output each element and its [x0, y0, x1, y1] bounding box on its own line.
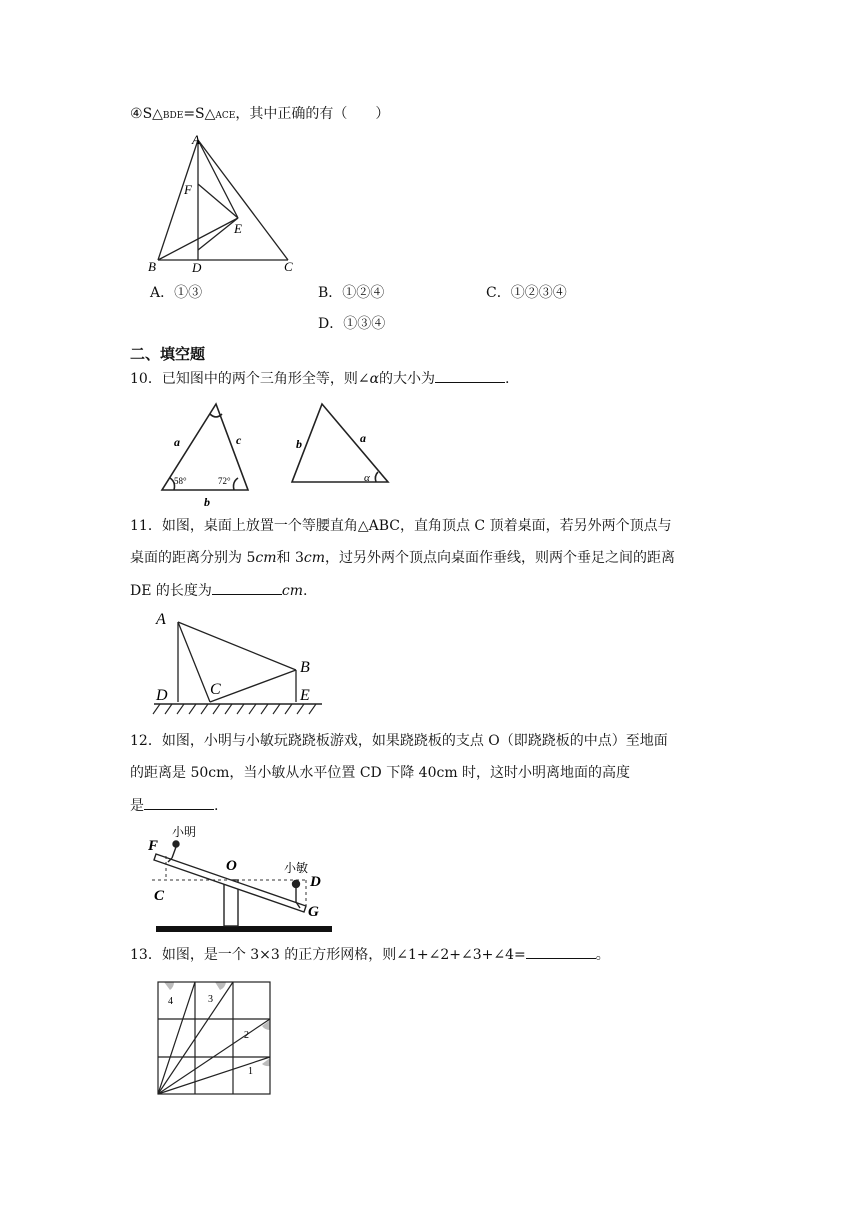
q11-label-b: B: [300, 659, 310, 676]
q9-triangle-figure: [140, 132, 310, 280]
q10-angle-72: 72°: [218, 476, 231, 486]
q9-label-d: D: [192, 260, 202, 275]
q12-line3: [130, 795, 218, 816]
q9-statement-4: [130, 104, 389, 126]
q11-line3: [130, 580, 307, 601]
q9-option-c[interactable]: [486, 283, 567, 303]
section-title: 二、填空题: [130, 345, 206, 363]
q12-line2-text: 的距离是 50cm，当小敏从水平位置 CD 下降 40cm 时，这时小明离地面的高度: [130, 765, 631, 781]
q11-line2: [130, 548, 675, 568]
q13-grid-figure: [150, 974, 282, 1098]
q10-answer-blank[interactable]: [435, 368, 505, 383]
q11-line2-a: 桌面的距离分别为: [130, 550, 247, 566]
q12-line1-text: 如图，小明与小敏玩跷跷板游戏，如果跷跷板的支点 O（即跷跷板的中点）至地面: [161, 733, 668, 749]
q12-line2: [130, 763, 630, 783]
q12-number: 12．: [130, 733, 162, 749]
q13-angle-4: 4: [168, 996, 173, 1007]
option-letter: D．: [318, 316, 344, 332]
q12-label-f: F: [148, 838, 159, 854]
q11-value2: 3: [294, 550, 304, 566]
q11-number: 11．: [130, 518, 162, 534]
q12-label-g: G: [308, 904, 319, 920]
q11-line2-b: 和: [276, 550, 295, 566]
q12-end: .: [214, 798, 219, 814]
q9-circle-number: ④: [130, 106, 143, 122]
q12-label-xiaomin: 小敏: [284, 861, 309, 875]
q9-option-a[interactable]: [150, 283, 202, 303]
q10-fig1-side-c: c: [236, 433, 242, 447]
q12-answer-blank[interactable]: [144, 795, 214, 810]
q9-tail: ，其中正确的有（ ）: [235, 106, 390, 122]
q10-number: 10．: [130, 371, 162, 387]
q13-angle-2: 2: [244, 1030, 249, 1041]
q11-value1: 5: [246, 550, 256, 566]
q9-sub1: BDE: [162, 111, 184, 121]
q11-label-d: D: [156, 687, 168, 704]
q13-number: 13．: [130, 947, 162, 963]
q10-fig1-side-a: a: [174, 435, 180, 449]
option-letter: C．: [486, 285, 511, 301]
q11-unit1: cm: [255, 550, 277, 566]
q13-angle-1: 1: [248, 1066, 253, 1077]
q9-sub2: ACE: [215, 111, 236, 121]
q9-label-b: B: [148, 259, 156, 274]
q11-label-a: A: [156, 611, 166, 628]
q11-line1: [130, 516, 672, 536]
q9-label-e: E: [234, 221, 242, 236]
q11-line3-a: DE 的长度为: [130, 583, 212, 599]
q12-line3-a: 是: [130, 798, 144, 814]
q9-label-a: A: [192, 132, 200, 147]
q12-seesaw-figure: [146, 822, 336, 934]
q13-text: [130, 944, 610, 965]
q9-option-b[interactable]: [318, 283, 384, 303]
q12-label-xiaoming: 小明: [172, 825, 197, 839]
option-text: ①③: [174, 285, 203, 301]
q9-eq: =S△: [183, 106, 216, 122]
q11-answer-blank[interactable]: [212, 580, 282, 595]
q11-line2-c: ，过另外两个顶点向桌面作垂线，则两个垂足之间的距离: [325, 550, 675, 566]
q10-angle-58: 58°: [174, 476, 187, 486]
q12-label-c: C: [154, 888, 165, 904]
q12-label-d: D: [310, 874, 321, 890]
q11-label-e: E: [300, 687, 310, 704]
option-letter: B．: [318, 285, 343, 301]
q12-label-o: O: [226, 858, 237, 874]
q13-angle-3: 3: [208, 994, 213, 1005]
q11-desk-triangle-figure: [150, 608, 330, 722]
q9-label-c: C: [284, 259, 293, 274]
q10-end: .: [505, 371, 510, 387]
option-text: ①②③④: [510, 285, 567, 301]
q13-answer-blank[interactable]: [526, 944, 596, 959]
q10-text: [130, 368, 509, 389]
option-letter: A．: [150, 285, 175, 301]
q12-line1: [130, 731, 668, 751]
q11-desk-hatching: [153, 704, 316, 714]
q10-fig2-side-a: a: [360, 431, 366, 445]
q10-alpha: α: [369, 371, 380, 387]
q9-label-f: F: [184, 182, 192, 197]
q10-congruent-triangles-figure: [148, 396, 408, 508]
q11-label-c: C: [210, 681, 221, 698]
option-text: ①③④: [343, 316, 386, 332]
q10-fig1-side-b: b: [204, 495, 210, 508]
option-text: ①②④: [342, 285, 385, 301]
q9-s1: S△: [142, 106, 163, 122]
q10-fig2-alpha: α: [364, 472, 370, 484]
q9-option-d[interactable]: [318, 314, 385, 334]
q11-unit: cm: [281, 583, 304, 599]
q10-text-after: 的大小为: [379, 371, 436, 387]
q11-line1-text: 如图，桌面上放置一个等腰直角△ABC，直角顶点 C 顶着桌面，若另外两个顶点与: [161, 518, 672, 534]
q11-unit2: cm: [303, 550, 325, 566]
q13-end: 。: [595, 947, 610, 963]
q10-text-before: 已知图中的两个三角形全等，则∠: [161, 371, 370, 387]
q13-text-body: 如图，是一个 3×3 的正方形网格，则∠1+∠2+∠3+∠4=: [161, 947, 526, 963]
q10-fig2-side-b: b: [296, 437, 302, 451]
q11-end: .: [303, 583, 308, 599]
